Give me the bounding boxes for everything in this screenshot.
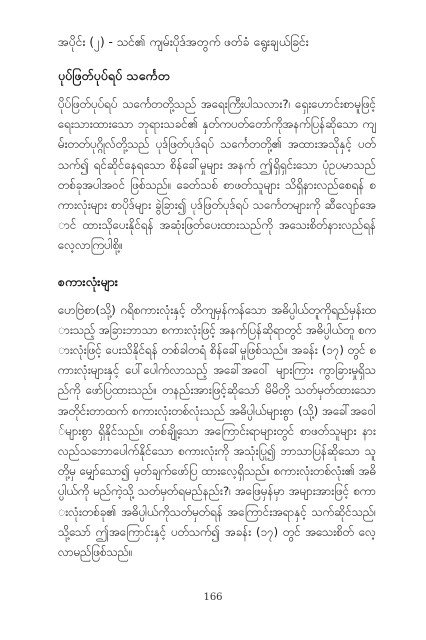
section-heading-punctuation: ပုပ်ဖြတ်ပုပ်ရပ် သင်္ကေတ <box>58 68 170 83</box>
page-content <box>58 32 376 578</box>
page-number: 166 <box>203 592 223 603</box>
chapter-line: အပိုင်း (၂) - သင်၏ ကျမ်းပိုဒ်အတွက် ဖတ်ခံ ရွေးချယ်ခြင်း <box>58 35 309 49</box>
paragraph-punctuation: ပိုပ်ဖြတ်ပုပ်ရပ် သင်္ကေတတို့သည် အရေးကြီးပါသလား?၊ ရှေးဟောင်းစာမူဖြင့် ရေးသားထားသော ဘုရားသခင်၏ နှတ်ကပတ်တော်ကိုအနက်ပြန်ဆိုသော ကျမ်းတတ်ပုဂ္ဂိုလ်တို့သည် ပုဒ်ဖြတ်ပုဒ်ရပ် သင်္ကေတတို့၏ အထားအသိုနှင့် ပတ်သက်၍ ရင်ဆိုင်နေရသော စိန်ခေါ်မှုများ အနက် ဤရှိရှင်းသော ပုံဥပမာသည် တစ်ခုအပါအဝင် ဖြစ်သည်။ ခေတ်သစ် စာဖတ်သူများ သိရှိနားလည်စေရန် စကားလုံးများ စာပိုဒ်များ ခွဲခြား၍ ပုဒ်ဖြတ်ပုဒ်ရပ် သင်္ကေတများကို ဆီလျော်အောင် ထားသိုပေးနိုင်ရန် အဆုံးဖြတ်ပေးထားသည်ကို အသေးစိတ်နားလည်ရန် လေ့လာကြပါစို့။ <box>58 97 376 253</box>
section-heading-words: စကားလုံးများ <box>58 273 118 289</box>
paragraph-words: ဟေဗြဲစာ(သို့) ဂရိစကားလုံးနှင့် တိကျမှန်ကန်သော အဓိပ္ပါယ်တူကိုရည်မှန်းထားသည့် အခြားဘာသာ စကားလုံးဖြင့် အနက်ပြန်ဆိုရာတွင် အဓိပ္ပါယ်တူ စကားလုံးဖြင့် ပေးသိနိုင်ရန် တစ်ခါတရံ စိန်ခေါ်မှုဖြစ်သည်။ အခန်း (၁၇) တွင် စကားလုံးများနှင့် ပေါ်ပေါက်လာသည့် အခေါ်အဝေါ် များကြား ကွာခြားမှုရှိသည်ကို ဖော်ပြထားသည်။ တနည်းအားဖြင့်ဆိုသော် မိမိတို့ သတ်မှတ်ထားသောအတိုင်းတာထက် စကားလုံးတစ်လုံးသည် အဓိပ္ပါယ်များစွာ (သို့) အခေါ်အဝေါ်များစွာ ရှိနိုင်သည်။ တစ်ချို့သော အကြောင်းရာများတွင် စာဖတ်သူများ နားလည်သဘောပေါက်နိုင်သော စကားလုံးကို အသုံးပြု၍ ဘာသာပြန်ဆိုသော သူတို့မှ မျှော်သော၍ မှတ်ချက်ဖော်ပြ ထားလေ့ရှိသည်။ စကားလုံးတစ်လုံး၏ အဓိပ္ပါယ်ကို မည်ကဲ့သို့ သတ်မှတ်ရမည်နည်း?၊ အဖြေမှန်မှာ အများအားဖြင့် စကားလုံးတစ်ခု၏ အဓိပ္ပါယ်ကိုသတ်မှတ်ရန် အကြောင်းအရာနှင့် သက်ဆိုင်သည်၊ သို့သော် ဤအကြောင်းနှင့် ပတ်သက်၍ အခန်း (၁၇) တွင် အသေးစိတ် လေ့လာမည်ဖြစ်သည်။ <box>58 302 376 560</box>
